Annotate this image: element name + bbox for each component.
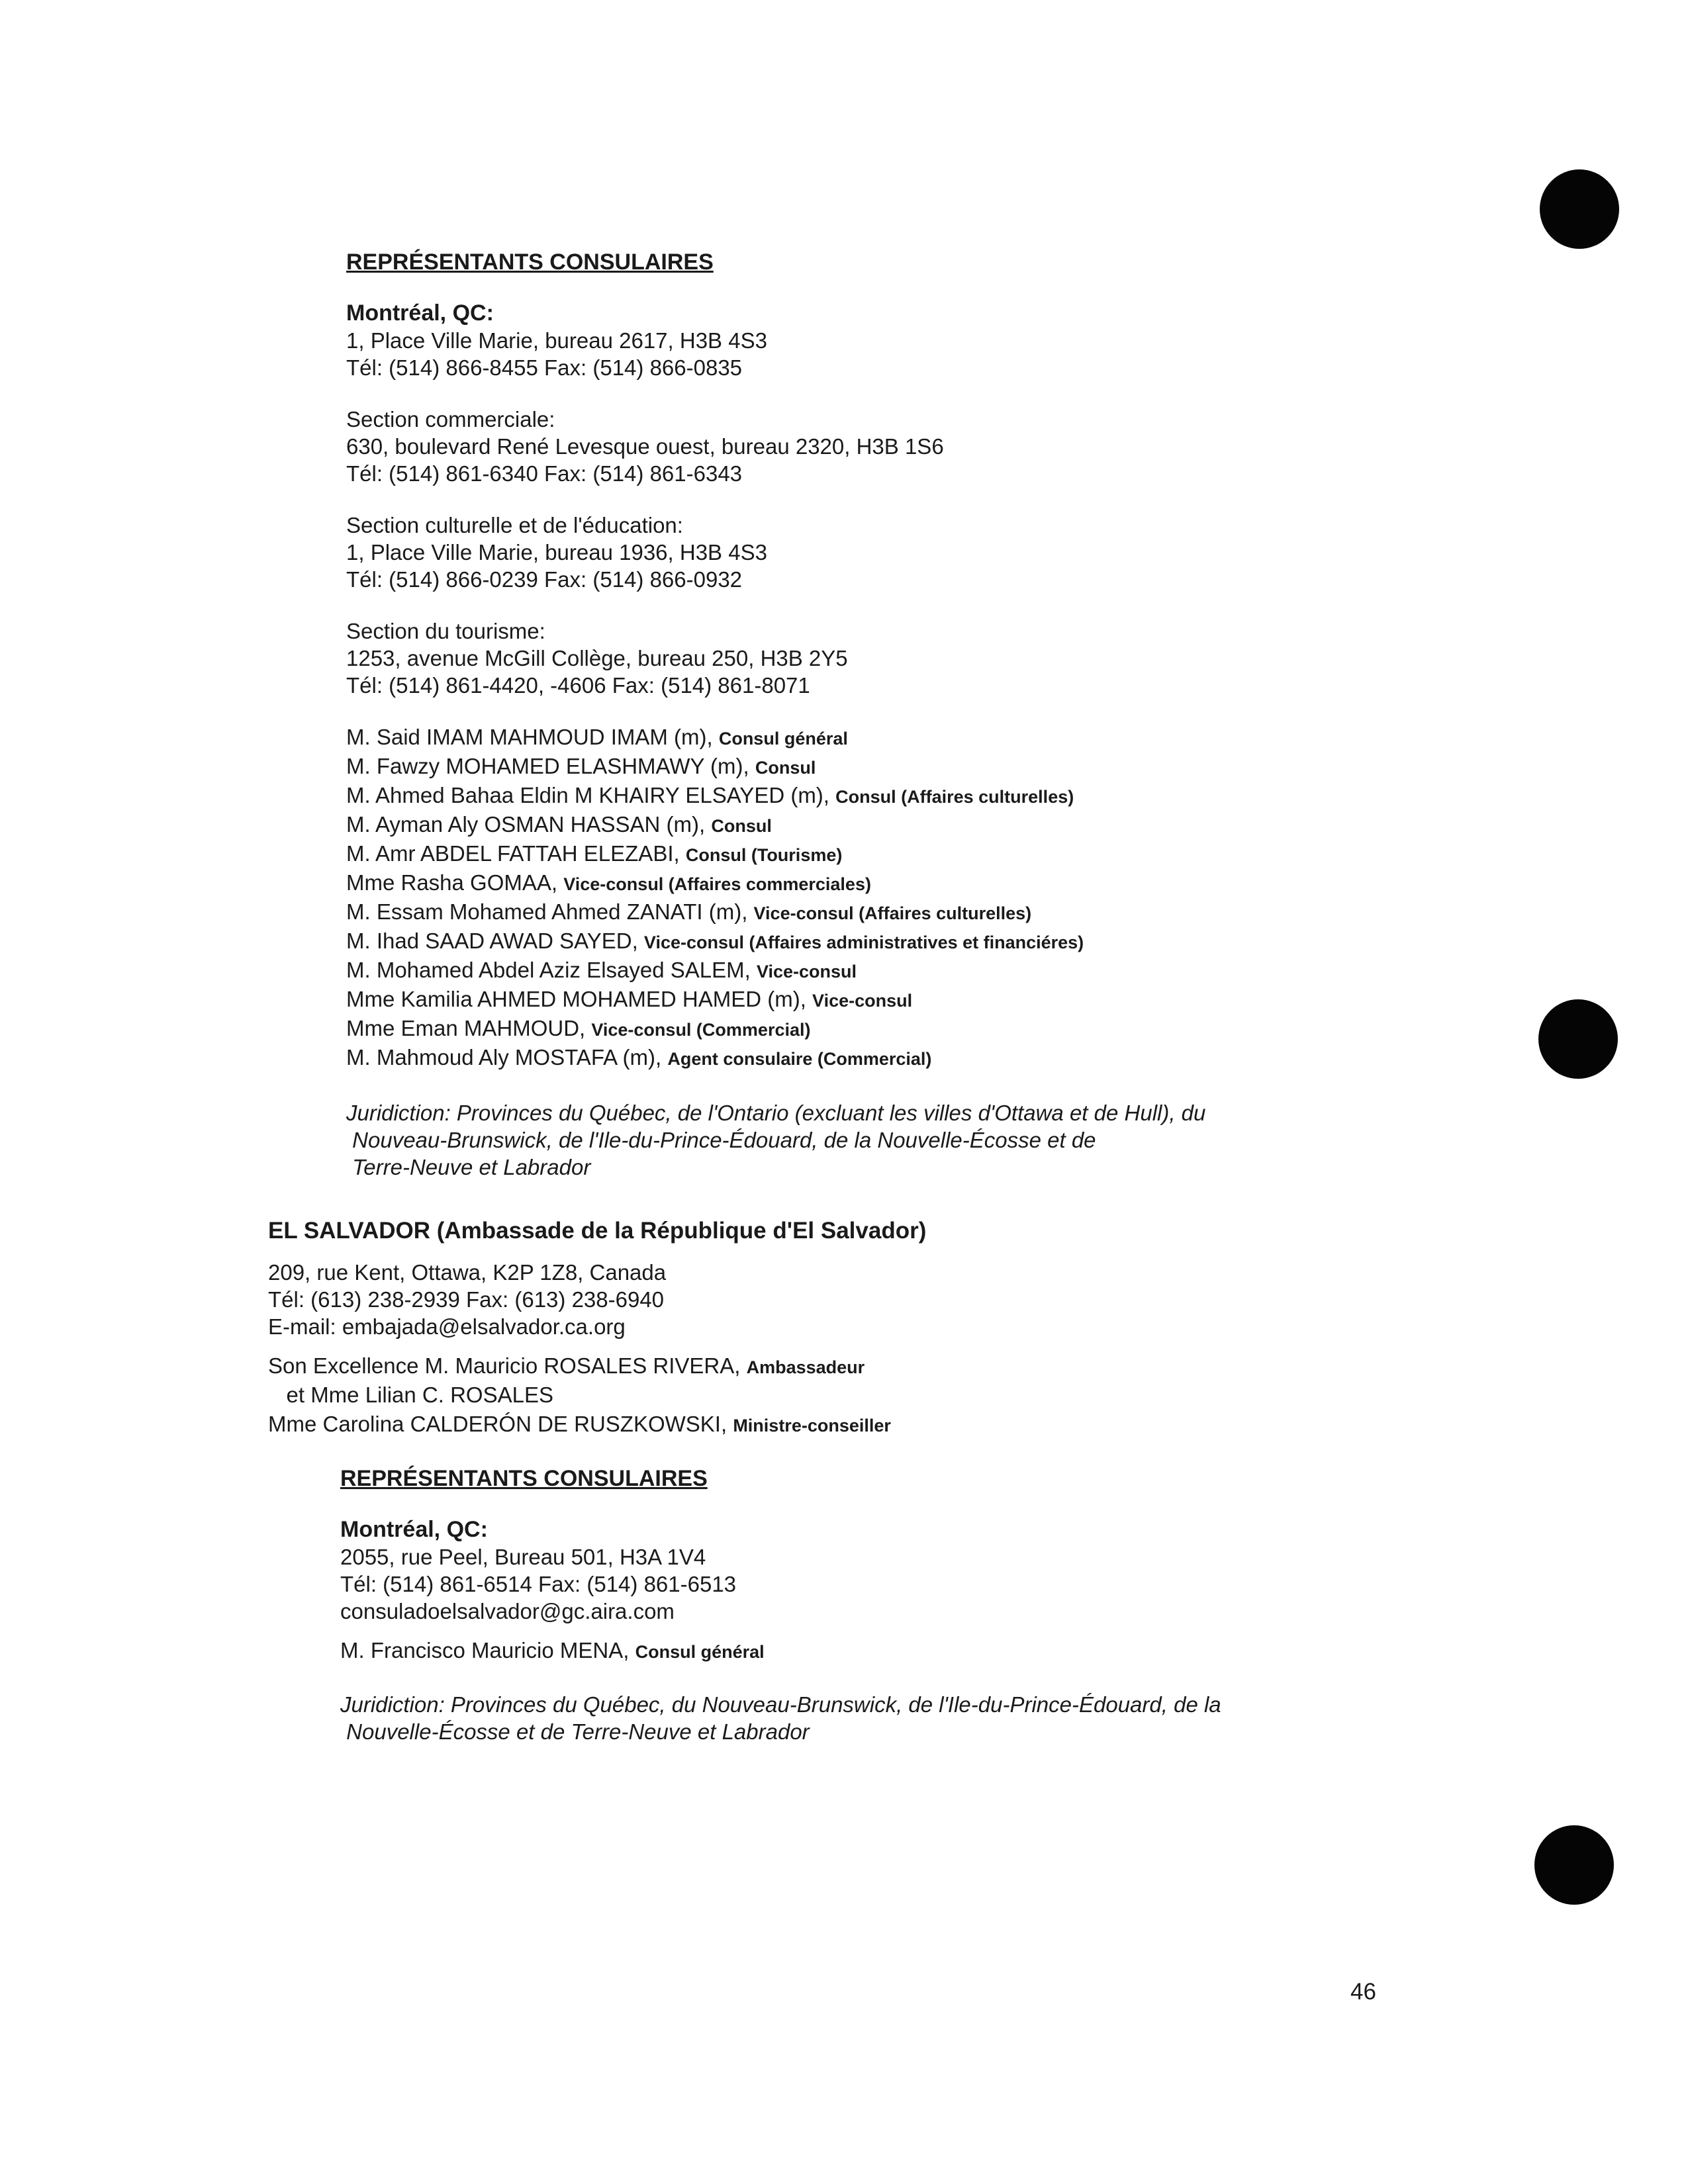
consulate-address: 1, Place Ville Marie, bureau 2617, H3B 4S3: [346, 328, 767, 353]
official-title: Agent consulaire (Commercial): [667, 1049, 932, 1069]
section-name: Section du tourisme:: [346, 619, 545, 643]
consular-heading: REPRÉSENTANTS CONSULAIRES: [340, 1466, 708, 1491]
official-name: Mme Carolina CALDERÓN DE RUSZKOWSKI,: [268, 1412, 733, 1436]
jurisdiction-note: [346, 1099, 1445, 1181]
jurisdiction-line: Terre-Neuve et Labrador: [346, 1155, 591, 1179]
official-name: M. Mohamed Abdel Aziz Elsayed SALEM,: [346, 958, 757, 982]
officials-list: [346, 723, 1445, 1073]
official-entry: [268, 1410, 1460, 1439]
jurisdiction-line: Juridiction: Provinces du Québec, du Nouveau-Brunswick, de l'Ile-du-Prince-Édouard, de la: [340, 1692, 1221, 1717]
official-entry: [346, 782, 1445, 811]
official-entry: [268, 1381, 1460, 1410]
punch-hole-middle: [1538, 999, 1618, 1079]
consular-heading: REPRÉSENTANTS CONSULAIRES: [346, 250, 714, 275]
section-address: 1, Place Ville Marie, bureau 1936, H3B 4S3: [346, 540, 767, 565]
section-phone: Tél: (514) 861-4420, -4606 Fax: (514) 861-8071: [346, 673, 810, 698]
official-name: M. Ihad SAAD AWAD SAYED,: [346, 929, 644, 953]
official-entry: [346, 1044, 1445, 1073]
official-entry: [340, 1637, 1466, 1666]
punch-hole-bottom: [1534, 1825, 1614, 1905]
consulate-phone: Tél: (514) 866-8455 Fax: (514) 866-0835: [346, 355, 743, 380]
official-entry: [346, 723, 1445, 752]
punch-hole-top: [1540, 169, 1619, 249]
official-name: M. Ayman Aly OSMAN HASSAN (m),: [346, 812, 712, 837]
official-entry: [346, 811, 1445, 840]
official-name: et Mme Lilian C. ROSALES: [268, 1383, 553, 1407]
egypt-consular-section: [346, 248, 1445, 1181]
official-title: Vice-consul: [812, 991, 913, 1011]
embassy-email: E-mail: embajada@elsalvador.ca.org: [268, 1314, 626, 1339]
official-title: Vice-consul (Affaires culturelles): [753, 903, 1032, 923]
section-name: Section culturelle et de l'éducation:: [346, 513, 683, 537]
official-title: Vice-consul (Affaires administratives et financiéres): [643, 933, 1084, 952]
jurisdiction-line: Juridiction: Provinces du Québec, de l'Ontario (excluant les villes d'Ottawa et de Hull), du: [346, 1101, 1206, 1125]
section-phone: Tél: (514) 861-6340 Fax: (514) 861-6343: [346, 461, 743, 486]
official-name: M. Fawzy MOHAMED ELASHMAWY (m),: [346, 754, 755, 778]
el-salvador-consular-section: [340, 1464, 1466, 1745]
embassy-address: 209, rue Kent, Ottawa, K2P 1Z8, Canada: [268, 1260, 667, 1285]
official-name: M. Amr ABDEL FATTAH ELEZABI,: [346, 841, 686, 866]
official-entry: [346, 927, 1445, 956]
official-entry: [346, 840, 1445, 869]
section-address: 630, boulevard René Levesque ouest, bureau 2320, H3B 1S6: [346, 434, 944, 459]
official-entry: [346, 869, 1445, 898]
jurisdiction-line: Nouvelle-Écosse et de Terre-Neuve et Labrador: [340, 1719, 810, 1744]
section-phone: Tél: (514) 866-0239 Fax: (514) 866-0932: [346, 567, 743, 592]
section-name: Section commerciale:: [346, 407, 555, 432]
official-name: M. Francisco Mauricio MENA,: [340, 1638, 635, 1662]
official-name: Mme Kamilia AHMED MOHAMED HAMED (m),: [346, 987, 813, 1011]
official-name: M. Ahmed Bahaa Eldin M KHAIRY ELSAYED (m),: [346, 783, 836, 807]
official-name: Mme Rasha GOMAA,: [346, 870, 564, 895]
official-entry: [346, 956, 1445, 985]
official-name: M. Essam Mohamed Ahmed ZANATI (m),: [346, 899, 754, 924]
consulate-city: Montréal, QC:: [346, 300, 494, 326]
jurisdiction-line: Nouveau-Brunswick, de l'Ile-du-Prince-Édouard, de la Nouvelle-Écosse et de: [346, 1128, 1096, 1152]
page-number: 46: [1350, 1979, 1376, 2005]
official-entry: [346, 898, 1445, 927]
official-title: Consul général: [635, 1642, 765, 1662]
official-title: Consul: [755, 758, 816, 778]
official-name: Son Excellence M. Mauricio ROSALES RIVERA,: [268, 1353, 747, 1378]
official-entry: [346, 1015, 1445, 1044]
official-title: Consul: [711, 816, 772, 836]
official-title: Ministre-conseiller: [733, 1416, 891, 1435]
official-entry: [268, 1352, 1460, 1381]
consulate-phone: Tél: (514) 861-6514 Fax: (514) 861-6513: [340, 1572, 737, 1596]
embassy-phone: Tél: (613) 238-2939 Fax: (613) 238-6940: [268, 1287, 665, 1312]
consulate-city: Montréal, QC:: [340, 1517, 488, 1542]
consulate-email: consuladoelsalvador@gc.aira.com: [340, 1599, 675, 1623]
official-title: Vice-consul (Affaires commerciales): [563, 874, 871, 894]
section-address: 1253, avenue McGill Collège, bureau 250, H3B 2Y5: [346, 646, 848, 670]
official-title: Vice-consul: [756, 962, 857, 981]
official-name: M. Mahmoud Aly MOSTAFA (m),: [346, 1045, 668, 1069]
jurisdiction-note: [340, 1691, 1466, 1745]
official-title: Vice-consul (Commercial): [591, 1020, 811, 1040]
official-name: M. Said IMAM MAHMOUD IMAM (m),: [346, 725, 719, 749]
official-title: Ambassadeur: [746, 1357, 865, 1377]
el-salvador-section: [268, 1216, 1460, 1439]
official-title: Consul général: [718, 729, 848, 749]
official-entry: [346, 985, 1445, 1015]
official-name: Mme Eman MAHMOUD,: [346, 1016, 592, 1040]
official-title: Consul (Affaires culturelles): [835, 787, 1074, 807]
consulate-address: 2055, rue Peel, Bureau 501, H3A 1V4: [340, 1545, 706, 1569]
country-heading: EL SALVADOR (Ambassade de la République d'El Salvador): [268, 1218, 927, 1244]
official-entry: [346, 752, 1445, 782]
official-title: Consul (Tourisme): [685, 845, 843, 865]
